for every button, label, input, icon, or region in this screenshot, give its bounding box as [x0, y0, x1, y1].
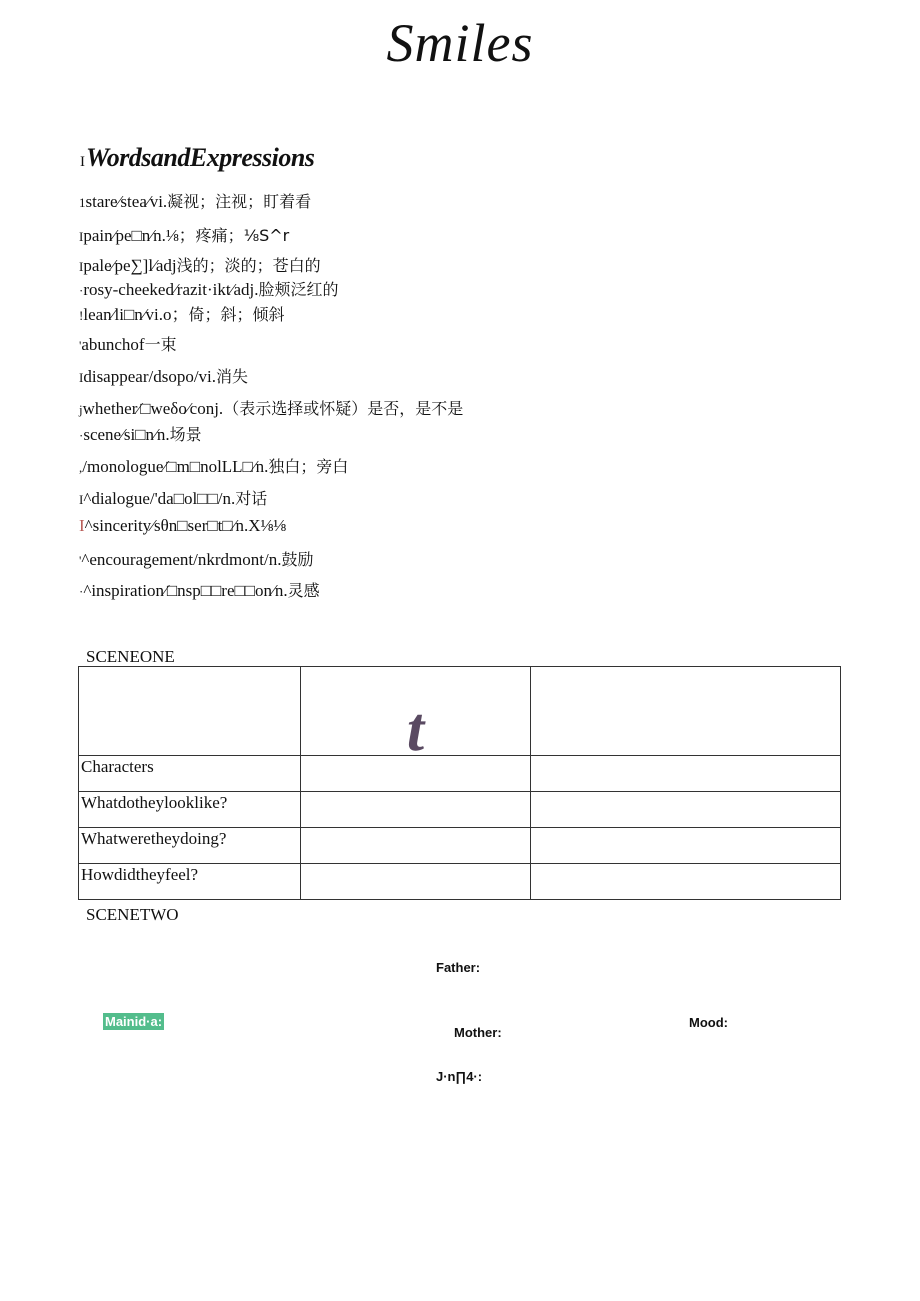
vocab-meaning: 一束: [144, 335, 177, 354]
vocab-entry-monologue: [79, 454, 348, 477]
vocab-meaning: 倚；斜；倾斜: [188, 305, 285, 324]
vocab-mark: I: [79, 370, 84, 385]
vocab-entry-pain: [79, 221, 289, 246]
row-label: Whatdotheylooklike?: [79, 792, 301, 828]
vocab-entry-pale: [79, 253, 321, 276]
header-glyph: t: [406, 696, 425, 764]
section-heading-words: [80, 143, 314, 173]
vocab-meaning: 消失: [216, 367, 249, 386]
vocab-text: ^dialogue/'da□ol□□/n.: [83, 489, 236, 508]
vocab-text: ^sincerity⁄sθn□ser□t□⁄n.X⅛⅛: [84, 516, 286, 535]
vocab-text: rosy-cheeked⁄razit·ikt⁄adj.: [83, 280, 259, 299]
vocab-text: ^encouragement/nkrdmont/n.: [81, 550, 282, 569]
mother-label: Mother:: [454, 1025, 502, 1040]
vocab-mark: ·: [79, 584, 84, 599]
vocab-text: pale⁄pe∑]l⁄adj: [83, 256, 177, 275]
vocab-text: stare⁄stea⁄vi.: [85, 192, 168, 211]
vocab-meaning: （表示选择或怀疑）是否，是不是: [223, 399, 464, 418]
vocab-mark: ·: [79, 428, 84, 443]
table-cell: [301, 828, 531, 864]
vocab-entry-whether: [79, 396, 463, 419]
section-mark: I: [80, 154, 85, 170]
row-label: Whatweretheydoing?: [79, 828, 301, 864]
vocab-meaning: 对话: [235, 489, 268, 508]
scene-one-label: SCENEONE: [86, 647, 175, 666]
page-title: Smiles: [386, 13, 534, 73]
vocab-text: ^inspiration⁄□nsp□□re□□on⁄n.: [83, 581, 288, 600]
row-label: Howdidtheyfeel?: [79, 864, 301, 900]
third-character-label: J·n∏4·:: [436, 1069, 483, 1084]
table-row: [79, 828, 841, 864]
vocab-mark: ·: [79, 283, 84, 298]
vocab-text: scene⁄si□n⁄n.: [83, 425, 170, 444]
table-header-row: [79, 667, 841, 756]
vocab-entry-sincerity: [79, 516, 286, 536]
vocab-mark: I: [79, 492, 84, 507]
table-cell: [301, 667, 531, 764]
vocab-text: abunchof: [81, 335, 145, 354]
vocab-mark: !: [79, 308, 84, 323]
vocab-mark: j: [79, 402, 83, 417]
vocab-entry-lean: [79, 300, 285, 325]
vocab-meaning: 鼓励: [281, 550, 314, 569]
vocab-meaning: 浅的；淡的；苍白的: [176, 256, 321, 275]
vocab-meaning: 凝视；注视；盯着看: [167, 192, 312, 211]
vocab-entry-a-bunch-of: [79, 332, 177, 355]
vocab-mark: I: [79, 516, 85, 535]
table-cell: [79, 667, 301, 756]
vocab-mark: ': [79, 338, 82, 353]
vocab-text: lean⁄li□n⁄vi.o；: [83, 305, 189, 324]
table-cell: [531, 864, 841, 900]
section-heading-text: WordsandExpressions: [86, 143, 315, 172]
vocab-meaning: 独白；旁白: [268, 457, 349, 476]
vocab-meaning: 疼痛；⅛S^r: [195, 226, 290, 245]
vocab-meaning: 场景: [169, 425, 202, 444]
vocab-text: disappear/dsopo/vi.: [83, 367, 217, 386]
vocab-text: /monologue⁄□m□nolLL□⁄n.: [82, 457, 269, 476]
vocab-mark: ': [79, 553, 82, 568]
vocab-mark: I: [79, 229, 84, 244]
vocab-text: pain⁄pe□n⁄n.⅛；: [83, 226, 196, 245]
vocab-entry-scene: [79, 422, 202, 445]
vocab-mark: ,: [79, 460, 83, 475]
table-cell: [531, 667, 841, 756]
vocab-meaning: 灵感: [287, 581, 320, 600]
scene-two-label: SCENETWO: [86, 905, 179, 924]
table-row: [79, 864, 841, 900]
vocab-text: whether⁄□weδo⁄conj.: [82, 399, 224, 418]
table-cell: [531, 792, 841, 828]
vocab-meaning: 脸颊泛红的: [258, 280, 339, 299]
vocab-entry-dialogue: [79, 486, 267, 509]
vocab-mark: I: [79, 259, 84, 274]
table-cell: [531, 756, 841, 792]
mood-label: Mood:: [689, 1015, 728, 1030]
table-cell: [301, 792, 531, 828]
father-label: Father:: [436, 960, 481, 975]
scene-one-table: [78, 666, 841, 900]
table-row: [79, 792, 841, 828]
row-label: Characters: [79, 756, 301, 792]
vocab-entry-disappear: [79, 364, 248, 387]
main-idea-label: Mainid·a:: [105, 1014, 163, 1029]
table-cell: [531, 828, 841, 864]
vocab-entry-stare: [79, 189, 311, 212]
vocab-entry-rosy-cheeked: [79, 277, 338, 300]
vocab-entry-inspiration: [79, 578, 320, 601]
vocab-mark: 1: [79, 195, 86, 210]
vocab-entry-encouragement: [79, 547, 313, 570]
table-cell: [301, 864, 531, 900]
